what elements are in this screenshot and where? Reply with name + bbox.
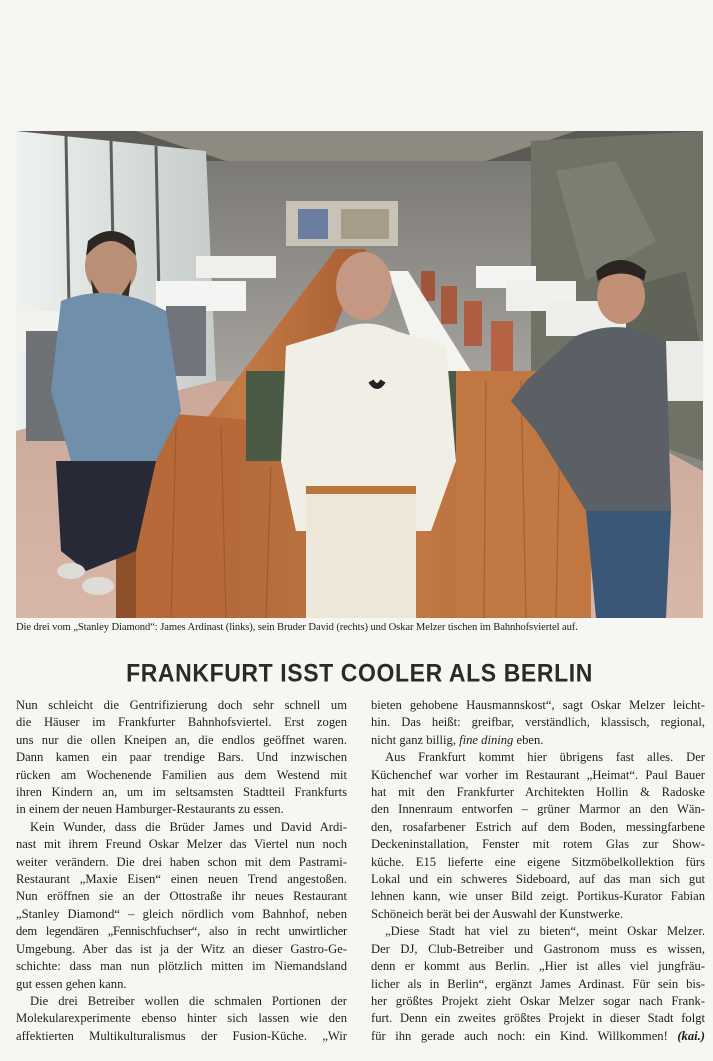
text-line: Aus Frankfurt kommt hier übrigens fast alles. Der [385, 750, 705, 765]
paragraph-1 [16, 697, 347, 819]
text-line: uns nur die ollen Kneipen an, die endlos geöffnet waren. [16, 732, 347, 747]
text-line: affektierten Multikulturalismus der Fusion-Küche. „Wir [16, 1028, 347, 1043]
text-fragment: nicht ganz billig, [371, 732, 460, 747]
text-line: hin. Das heißt: greifbar, verständlich, klassisch, regional, [371, 715, 705, 730]
text-line: Deckeninstallation, Fenster mit rotem Glas zur Show- [371, 837, 705, 852]
restaurant-photo [16, 131, 703, 618]
article-headline: FRANKFURT ISST COOLER ALS BERLIN [126, 658, 593, 687]
text-fragment: eben. [513, 732, 544, 747]
text-line: schichte: dass man nun plötzlich mitten im Niemandsland [16, 959, 347, 974]
text-line: Nun schleicht die Gentrifizierung doch sehr schnell um [16, 698, 347, 712]
article-column-left [16, 697, 347, 1045]
author-initials: (kai.) [677, 1028, 705, 1043]
paragraph-2 [16, 819, 347, 993]
text-line: in einem der neuen Hamburger-Restaurants zu essen. [16, 802, 284, 817]
article-column-right [371, 697, 705, 1045]
text-line: Restaurant „Maxie Eisen“ einen neuen Trend angestoßen. [16, 872, 347, 887]
text-line: die Häuser im Frankfurter Bahnhofsviertel. Erst zogen [16, 715, 347, 730]
text-line: lehnen kann, wie unser Bild zeigt. Portikus-Kurator Fabian [371, 889, 705, 904]
text-line: nast mit ihrem Freund Oskar Melzer das Viertel nun noch [16, 837, 347, 852]
paragraph-3 [16, 993, 347, 1045]
text-line: furt. Denn ein zweites größtes Projekt in dieser Stadt folgt [371, 1011, 705, 1026]
article-body [16, 697, 706, 1052]
text-line: Nun eröffnen sie an der Ottostraße ihr neues Restaurant [16, 889, 347, 904]
paragraph-5 [371, 749, 705, 923]
text-line: Die drei Betreiber wollen die schmalen Portionen der [30, 993, 347, 1008]
text-line: bieten gehobene Hausmannskost“, sagt Oskar Melzer leicht- [371, 698, 705, 712]
text-line: her größtes Projekt zieht Oskar Melzer sogar nach Frank- [371, 993, 705, 1008]
text-italic: fine dining [459, 732, 514, 747]
paragraph-6 [371, 923, 705, 1045]
text-line: den Innenraum entworfen – grüner Marmor an den Wän- [371, 802, 705, 817]
text-line: Der DJ, Club-Betreiber und Gastronom muss es wissen, [371, 941, 705, 956]
text-line: „Stanley Diamond“ – gleich nördlich vom Bahnhof, neben [16, 906, 347, 921]
text-line [371, 1028, 705, 1045]
text-line: ihren Kindern an, um im seltsamsten Stadtteil Frankfurts [16, 785, 347, 800]
text-line: Schöneich berät bei der Auswahl der Kunstwerke. [371, 906, 624, 921]
text-line: Molekularexperimente ebenso hinter sich lassen wie den [16, 1011, 347, 1026]
text-line: Kein Wunder, dass die Brüder James und David Ardi- [30, 819, 347, 834]
text-line: denn er kommt aus Berlin. „Hier ist alles viel jungfräu- [371, 959, 705, 974]
text-line: Umgebung. Aber das ist ja der Witz an dieser Gastro-Ge- [16, 941, 347, 956]
text-line: gut essen gehen kann. [16, 976, 127, 991]
text-line [371, 732, 705, 749]
restaurant-photo-icon [16, 131, 703, 618]
text-line: küche. E15 lieferte eine eigene Sitzmöbelkollektion fürs [371, 854, 705, 869]
paragraph-4 [371, 697, 705, 749]
text-line: hat mit den Frankfurter Architekten Hollin & Radoske [371, 785, 705, 800]
text-line: rücken am Wochenende Familien aus dem Westend mit [16, 767, 347, 782]
text-line: „Diese Stadt hat viel zu bieten“, meint Oskar Melzer. [385, 924, 705, 939]
text-line: Küchenchef war vorher im Restaurant „Heimat“. Paul Bauer [371, 767, 705, 782]
text-line: licher als in Berlin“, ergänzt James Ardinast. Für sein bis- [371, 976, 705, 991]
text-line: den, rosafarbener Estrich auf dem Boden, messingfarbene [371, 819, 705, 834]
text-line: dem legendären „Fennischfuchser“, also in recht unwirtlicher [16, 924, 347, 939]
text-fragment: für ihn gerade auch noch: ein Kind. Willkommen! [371, 1028, 678, 1043]
photo-caption: Die drei vom „Stanley Diamond“: James Ardinast (links), sein Bruder David (rechts) und Oskar Melzer tischen im Bahnhofsviertel auf. [16, 622, 578, 633]
text-line: Lokal und ein schweres Sideboard, auf das man sich gut [371, 872, 705, 887]
text-line: weiter verändern. Die drei haben schon mit dem Pastrami- [16, 854, 347, 869]
text-line: Dann kamen ein paar trendige Bars. Und inzwischen [16, 750, 347, 765]
